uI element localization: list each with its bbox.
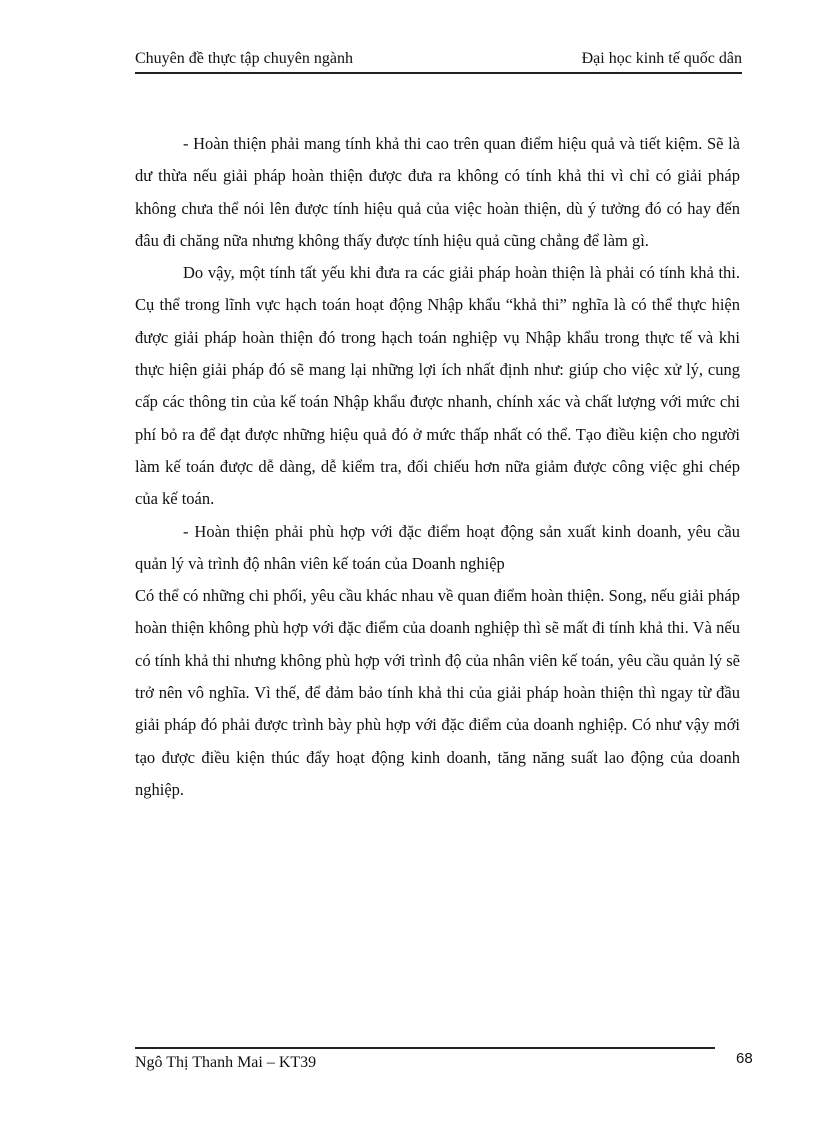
page-number: 68: [736, 1050, 753, 1067]
page-body: [135, 128, 740, 806]
paragraph: Có thể có những chi phối, yêu cầu khác nhau về quan điểm hoàn thiện. Song, nếu giải pháp hoàn thiện không phù hợp với đặc điểm của doanh nghiệp thì sẽ mất đi tính khả thi. Và nếu có tính khả thi nhưng không phù hợp với trình độ của nhân viên kế toán, yêu cầu quản lý sẽ trở nên vô nghĩa. Vì thế, để đảm bảo tính khả thi của giải pháp hoàn thiện thì ngay từ đầu giải pháp đó phải được trình bày phù hợp với đặc điểm của doanh nghiệp. Có như vậy mới tạo được điều kiện thúc đẩy hoạt động kinh doanh, tăng năng suất lao động của doanh nghiệp.: [135, 586, 740, 799]
footer-author: Ngô Thị Thanh Mai – KT39: [135, 1054, 317, 1071]
footer-divider: [135, 1047, 715, 1049]
paragraph: - Hoàn thiện phải mang tính khả thi cao trên quan điểm hiệu quả và tiết kiệm. Sẽ là dư thừa nếu giải pháp hoàn thiện được đưa ra không có tính khả thi vì chỉ có giải pháp không chưa thể nói lên được tính hiệu quả của việc hoàn thiện, dù ý tưởng đó có hay đến đâu đi chăng nữa nhưng không thấy được tính hiệu quả cũng chẳng để làm gì.: [135, 134, 740, 250]
header-university: Đại học kinh tế quốc dân: [581, 50, 742, 67]
paragraph: Do vậy, một tính tất yếu khi đưa ra các giải pháp hoàn thiện là phải có tính khả thi. Cụ thể trong lĩnh vực hạch toán hoạt động Nhập khẩu “khả thi” nghĩa là có thể thực hiện được giải pháp hoàn thiện đó trong hạch toán nghiệp vụ Nhập khẩu trong thực tế và khi thực hiện giải pháp đó sẽ mang lại những lợi ích nhất định như: giúp cho việc xử lý, cung cấp các thông tin của kế toán Nhập khẩu được nhanh, chính xác và chất lượng với mức chi phí bỏ ra để đạt được những hiệu quả đó ở mức thấp nhất có thể. Tạo điều kiện cho người làm kế toán được dễ dàng, dễ kiểm tra, đối chiếu hơn nữa giảm được công việc ghi chép của kế toán.: [135, 263, 740, 509]
page-header: [135, 48, 742, 74]
paragraph: - Hoàn thiện phải phù hợp với đặc điểm hoạt động sản xuất kinh doanh, yêu cầu quản lý và trình độ nhân viên kế toán của Doanh nghiệp: [135, 521, 740, 573]
header-course-title: Chuyên đề thực tập chuyên ngành: [135, 50, 353, 67]
